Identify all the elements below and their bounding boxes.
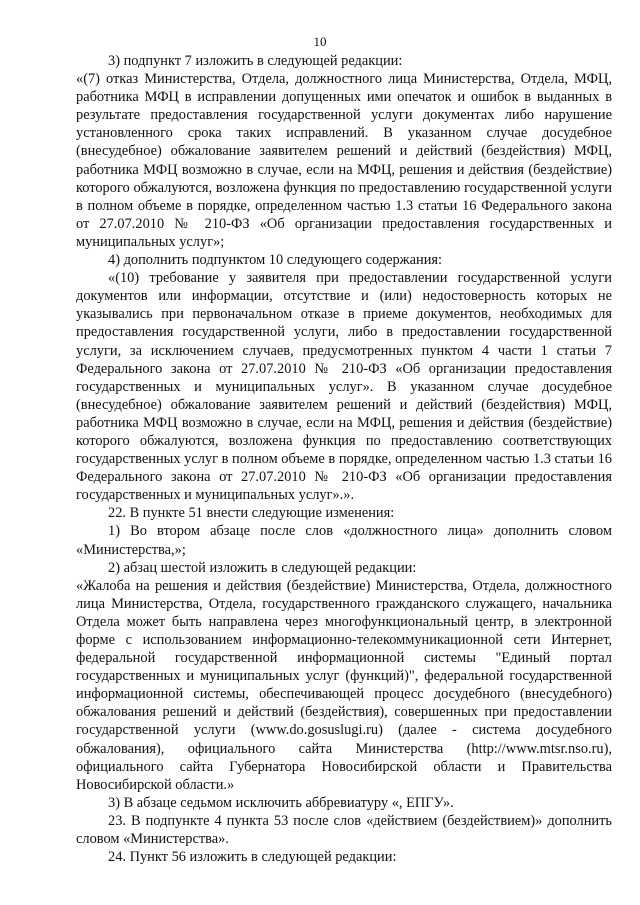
paragraph-item-22-change-2: 2) абзац шестой изложить в следующей редакции: xyxy=(108,559,417,576)
paragraph-item-22-change-1: 1) Во втором абзаце после слов «должностного лица» дополнить словом «Министерства,»; xyxy=(76,523,612,558)
paragraph-item-24: 24. Пункт 56 изложить в следующей редакции: xyxy=(108,849,397,866)
paragraph-subpoint-4: 4) дополнить подпунктом 10 следующего содержания: xyxy=(108,252,443,269)
page-number: 10 xyxy=(313,34,327,49)
document-body xyxy=(76,52,612,866)
paragraph-subpoint-3: 3) подпункт 7 изложить в следующей редакции: xyxy=(108,53,403,69)
paragraph-item-23: 23. В подпункте 4 пункта 53 после слов «действием (бездействием)» дополнить словом «Министерства». xyxy=(76,812,612,848)
paragraph-item-22: 22. В пункте 51 внести следующие изменения: xyxy=(108,505,395,522)
paragraph-item-22-change-3: 3) В абзаце седьмом исключить аббревиатуру «, ЕПГУ». xyxy=(108,794,454,811)
paragraph-subpoint-10-text: «(10) требование у заявителя при предоставлении государственной услуги документов или информации, отсутствие и (или) недостоверность которых не указывались при первоначальном отказе в приеме документов, необходимых для предоставления государственной услуги, либо в предоставлении государственной услуги, за исключением случаев, предусмотренных пунктом 4 части 1 статьи 7 Федерального закона от 27.07.2010 № 210-ФЗ «Об организации предоставления государственных и муниципальных услуг». В указанном случае досудебное (внесудебное) обжалование заявителем решений и действий (бездействия) МФЦ, работника МФЦ возможно в случае, если на МФЦ, решения и действия (бездействие) которого обжалуются, возложена функция по предоставлению соответствующих государственных услуг в полном объеме в порядке, определенном частью 1.3 статьи 16 Федерального закона от 27.07.2010 № 210-ФЗ «Об организации предоставления государственных и муниципальных услуг».». xyxy=(76,270,612,504)
paragraph-complaint-text: «Жалоба на решения и действия (бездействие) Министерства, Отдела, должностного лица Министерства, Отдела, государственного гражданского служащего, начальника Отдела может быть направлена через многофункциональный центр, в электронной форме с использованием информационно-телекоммуникационной сети Интернет, федеральной государственной информационной системы "Единый портал государственных и муниципальных услуг (функций)", федеральной государственной информационной системы, обеспечивающей процесс досудебного (внесудебного) обжалования решений и действий (бездействия), совершенных при предоставлении государственной услуги (www.do.gosuslugi.ru) (далее - система досудебного обжалования), официального сайта Министерства (http://www.mtsr.nso.ru), официального сайта Губернатора Новосибирской области и Правительства Новосибирской области.» xyxy=(76,577,612,793)
paragraph-subpoint-7-text: «(7) отказ Министерства, Отдела, должностного лица Министерства, Отдела, МФЦ, работника МФЦ в исправлении допущенных ими опечаток и ошибок в выданных в результате предоставления государственной услуги документах либо нарушение установленного срока таких исправлений. В указанном случае досудебное (внесудебное) обжалование заявителем решений и действий (бездействия) МФЦ, работника МФЦ возможно в случае, если на МФЦ, решения и действия (бездействие) которого обжалуются, возложена функция по предоставлению государственной услуги в полном объеме в порядке, определенном частью 1.3 статьи 16 Федерального закона от 27.07.2010 № 210-ФЗ «Об организации предоставления государственных и муниципальных услуг»; xyxy=(76,71,612,250)
